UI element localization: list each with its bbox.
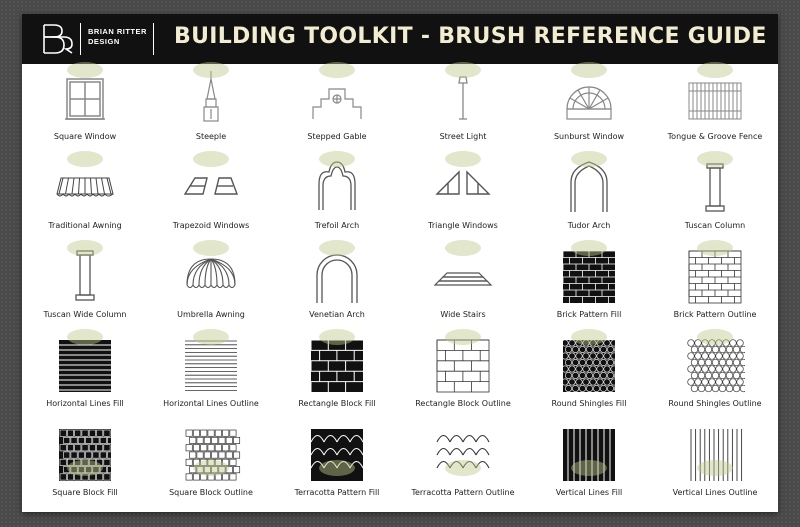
hlines-fill-icon <box>55 336 115 396</box>
brush-item <box>22 153 148 242</box>
brush-item <box>148 242 274 331</box>
brush-label: Square Window <box>53 132 117 141</box>
brush-item <box>400 420 526 509</box>
watermark-icon <box>571 460 607 476</box>
trefoil-arch-icon <box>307 158 367 218</box>
watermark-icon <box>67 151 103 167</box>
brush-item <box>148 331 274 420</box>
brush-label: Trapezoid Windows <box>172 221 250 230</box>
brush-label: Stepped Gable <box>307 132 367 141</box>
brand-divider <box>80 23 81 55</box>
brush-label: Square Block Outline <box>169 488 253 497</box>
brush-grid <box>22 64 778 512</box>
tudor-arch-icon <box>559 158 619 218</box>
header-bar <box>22 14 778 64</box>
brush-label: Round Shingles Outline <box>668 399 762 408</box>
brush-item <box>148 64 274 153</box>
watermark-icon <box>697 240 733 256</box>
watermark-icon <box>193 240 229 256</box>
watermark-icon <box>697 151 733 167</box>
brush-label: Rectangle Block Fill <box>298 399 376 408</box>
round-shingles-fill-icon <box>559 336 619 396</box>
brush-label: Steeple <box>195 132 227 141</box>
rect-block-fill-icon <box>307 336 367 396</box>
title-divider <box>153 23 154 55</box>
brush-label: Tongue & Groove Fence <box>667 132 763 141</box>
brush-label: Round Shingles Fill <box>551 399 627 408</box>
brush-label: Brick Pattern Fill <box>556 310 622 319</box>
brand-line-2: DESIGN <box>88 37 120 46</box>
brush-label: Trefoil Arch <box>314 221 360 230</box>
watermark-icon <box>193 329 229 345</box>
page-title: BUILDING TOOLKIT - BRUSH REFERENCE GUIDE <box>174 24 767 49</box>
watermark-icon <box>445 62 481 78</box>
watermark-icon <box>571 151 607 167</box>
brush-item <box>400 242 526 331</box>
brush-item <box>400 64 526 153</box>
watermark-icon <box>319 62 355 78</box>
brush-item <box>526 420 652 509</box>
watermark-icon <box>193 460 229 476</box>
brush-item <box>652 242 778 331</box>
triangle-windows-icon <box>433 158 493 218</box>
steeple-icon <box>181 69 241 129</box>
watermark-icon <box>67 329 103 345</box>
brush-label: Horizontal Lines Fill <box>46 399 124 408</box>
brush-label: Tudor Arch <box>567 221 611 230</box>
terracotta-outline-icon <box>433 425 493 485</box>
brush-label: Rectangle Block Outline <box>415 399 511 408</box>
watermark-icon <box>67 62 103 78</box>
watermark-icon <box>445 151 481 167</box>
brush-label: Terracotta Pattern Outline <box>411 488 515 497</box>
brush-label: Horizontal Lines Outline <box>163 399 259 408</box>
trapezoid-windows-icon <box>181 158 241 218</box>
brush-label: Street Light <box>439 132 487 141</box>
brush-label: Traditional Awning <box>48 221 122 230</box>
brush-item <box>274 242 400 331</box>
rect-block-outline-icon <box>433 336 493 396</box>
vlines-fill-icon <box>559 425 619 485</box>
watermark-icon <box>319 460 355 476</box>
venetian-arch-icon <box>307 247 367 307</box>
brush-label: Wide Stairs <box>440 310 486 319</box>
watermark-icon <box>67 240 103 256</box>
fence-icon <box>685 69 745 129</box>
watermark-icon <box>319 329 355 345</box>
tuscan-column-icon <box>685 158 745 218</box>
vlines-outline-icon <box>685 425 745 485</box>
street-light-icon <box>433 69 493 129</box>
square-block-outline-icon <box>181 425 241 485</box>
brush-item <box>400 331 526 420</box>
tuscan-wide-column-icon <box>55 247 115 307</box>
brush-label: Square Block Fill <box>52 488 118 497</box>
brush-label: Terracotta Pattern Fill <box>294 488 380 497</box>
brush-label: Tuscan Wide Column <box>43 310 127 319</box>
brush-item <box>148 153 274 242</box>
watermark-icon <box>697 460 733 476</box>
brush-label: Triangle Windows <box>428 221 498 230</box>
wide-stairs-icon <box>433 247 493 307</box>
brush-item <box>526 64 652 153</box>
brick-fill-icon <box>559 247 619 307</box>
watermark-icon <box>697 329 733 345</box>
brush-item <box>652 331 778 420</box>
square-window-icon <box>55 69 115 129</box>
umbrella-awning-icon <box>181 247 241 307</box>
watermark-icon <box>697 62 733 78</box>
brand-line-1: BRIAN RITTER <box>88 27 147 36</box>
brush-item <box>274 153 400 242</box>
br-logo-icon <box>40 23 74 55</box>
brand-name <box>88 27 147 47</box>
brush-label: Brick Pattern Outline <box>673 310 757 319</box>
brush-item <box>148 420 274 509</box>
watermark-icon <box>571 329 607 345</box>
watermark-icon <box>445 240 481 256</box>
watermark-icon <box>571 240 607 256</box>
brush-label: Vertical Lines Outline <box>672 488 758 497</box>
brush-label: Tuscan Column <box>684 221 746 230</box>
sunburst-window-icon <box>559 69 619 129</box>
brush-item <box>652 64 778 153</box>
terracotta-fill-icon <box>307 425 367 485</box>
brick-outline-icon <box>685 247 745 307</box>
reference-sheet <box>22 14 778 512</box>
watermark-icon <box>445 460 481 476</box>
watermark-icon <box>67 460 103 476</box>
watermark-icon <box>193 151 229 167</box>
watermark-icon <box>319 240 355 256</box>
brush-item <box>652 420 778 509</box>
stepped-gable-icon <box>307 69 367 129</box>
watermark-icon <box>193 62 229 78</box>
round-shingles-outline-icon <box>685 336 745 396</box>
brush-label: Vertical Lines Fill <box>555 488 623 497</box>
brush-item <box>22 242 148 331</box>
brush-item <box>274 64 400 153</box>
square-block-fill-icon <box>55 425 115 485</box>
brush-item <box>526 153 652 242</box>
watermark-icon <box>319 151 355 167</box>
hlines-outline-icon <box>181 336 241 396</box>
traditional-awning-icon <box>55 158 115 218</box>
brush-item <box>22 64 148 153</box>
brush-item <box>22 420 148 509</box>
brush-item <box>652 153 778 242</box>
brush-label: Umbrella Awning <box>177 310 245 319</box>
brush-item <box>526 242 652 331</box>
brush-item <box>526 331 652 420</box>
watermark-icon <box>445 329 481 345</box>
brush-item <box>22 331 148 420</box>
brush-item <box>400 153 526 242</box>
brush-label: Venetian Arch <box>309 310 365 319</box>
brush-item <box>274 420 400 509</box>
brush-item <box>274 331 400 420</box>
watermark-icon <box>571 62 607 78</box>
brush-label: Sunburst Window <box>553 132 625 141</box>
